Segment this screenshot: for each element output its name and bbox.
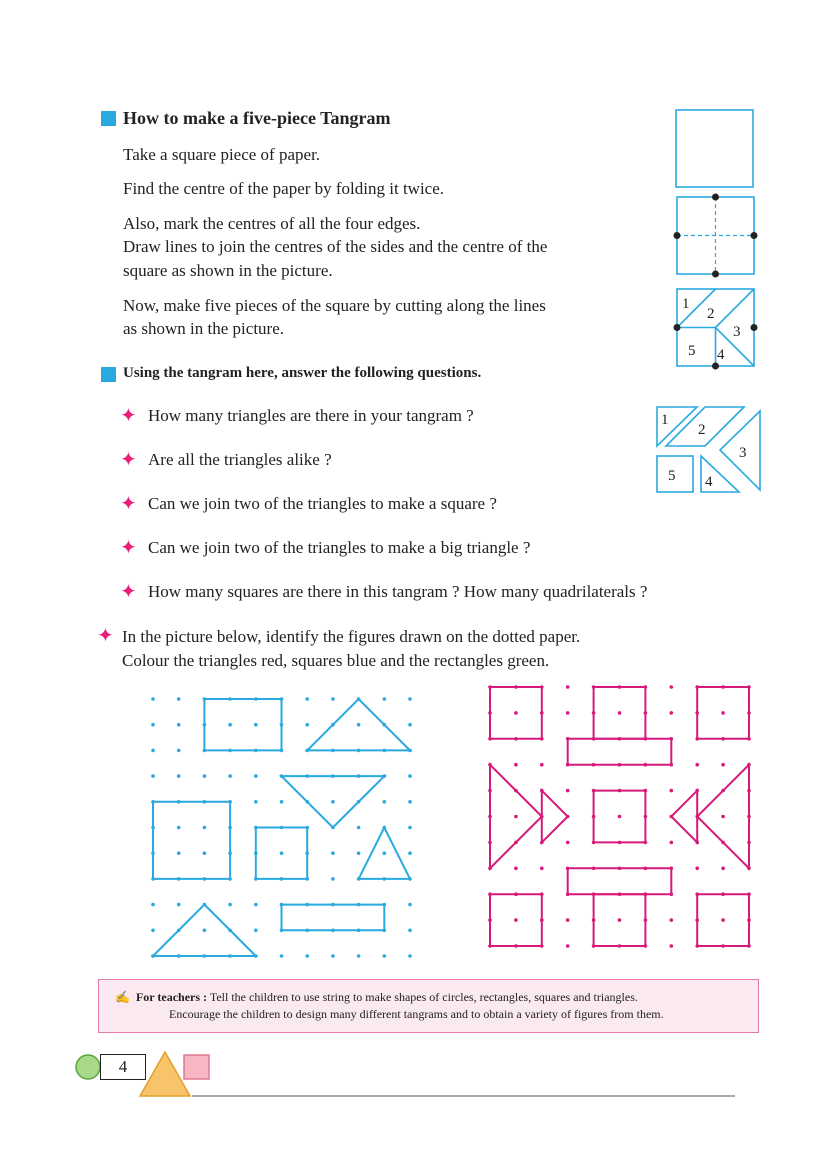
- piece-label: 2: [707, 306, 715, 322]
- square-shape-icon: [184, 1055, 209, 1079]
- piece-label: 1: [682, 296, 690, 312]
- section-heading: How to make a five-piece Tangram: [123, 108, 391, 128]
- star-bullet-icon: ✦: [120, 537, 137, 559]
- instruction-text: In the picture below, identify the figures drawn on the dotted paper.: [122, 627, 581, 646]
- instruction-text: Take a square piece of paper.: [123, 145, 321, 164]
- instruction-text: Colour the triangles red, squares blue and the rectangles green.: [122, 651, 550, 670]
- question-text: How many squares are there in this tangram ? How many quadrilaterals ?: [148, 582, 648, 601]
- question-text: Can we join two of the triangles to make a square ?: [148, 494, 497, 513]
- piece-label: 3: [739, 445, 747, 461]
- piece-label: 5: [668, 468, 676, 484]
- instruction-text: Find the centre of the paper by folding it twice.: [123, 179, 445, 198]
- question-text: How many triangles are there in your tangram ?: [148, 406, 474, 425]
- pencil-icon: ✍: [115, 990, 130, 1004]
- piece-label: 3: [733, 324, 741, 340]
- star-bullet-icon: ✦: [120, 581, 137, 603]
- star-bullet-icon: ✦: [97, 625, 114, 647]
- piece-label: 4: [705, 474, 713, 490]
- page-number: 4: [100, 1054, 146, 1080]
- section-heading: Using the tangram here, answer the following questions.: [123, 365, 482, 381]
- piece-label: 2: [698, 422, 706, 438]
- instruction-text: Draw lines to join the centres of the sides and the centre of the: [123, 237, 548, 256]
- instruction-text: Now, make five pieces of the square by cutting along the lines: [123, 296, 546, 315]
- instruction-text: square as shown in the picture.: [123, 261, 333, 280]
- triangle-shape-icon: [140, 1052, 190, 1096]
- teacher-note-text: Encourage the children to design many different tangrams and to obtain a variety of figures from them.: [169, 1007, 664, 1021]
- instruction-text: as shown in the picture.: [123, 319, 284, 338]
- star-bullet-icon: ✦: [120, 493, 137, 515]
- circle-shape-icon: [76, 1055, 100, 1079]
- teacher-note-label: For teachers :: [135, 990, 208, 1004]
- star-bullet-icon: ✦: [120, 449, 137, 471]
- instruction-text: Also, mark the centres of all the four edges.: [123, 214, 421, 233]
- piece-label: 5: [688, 343, 696, 359]
- question-text: Are all the triangles alike ?: [148, 450, 332, 469]
- piece-label: 4: [717, 347, 725, 363]
- question-text: Can we join two of the triangles to make a big triangle ?: [148, 538, 531, 557]
- piece-label: 1: [661, 412, 669, 428]
- teacher-note-text: Tell the children to use string to make shapes of circles, rectangles, squares and triangles.: [209, 990, 638, 1004]
- star-bullet-icon: ✦: [120, 405, 137, 427]
